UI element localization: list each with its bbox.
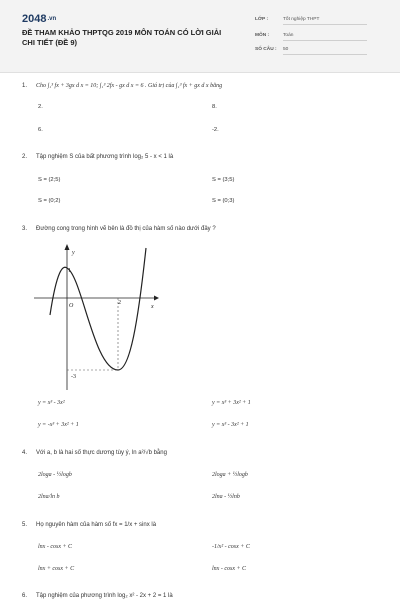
option-a[interactable]: 2loga - ½logb (38, 472, 72, 478)
option-a[interactable]: y = x³ - 3x² (38, 400, 65, 406)
meta-subject: MÔN : Toán (255, 33, 367, 41)
question-1: 1. Cho ∫₁³ fx + 3gx d x = 10; ∫₁³ 2fx - gx d x = 6 . Giá trị của ∫₁³ fx + gx d x bằng (22, 83, 223, 89)
site-logo[interactable]: 2048.vn (22, 13, 57, 25)
origin-label: O (69, 303, 74, 309)
option-c[interactable]: lnx + cosx + C (38, 566, 75, 572)
y-tick-1: 1 (68, 268, 71, 274)
option-c[interactable]: 6. (38, 127, 43, 133)
question-6: 6. Tập nghiệm của phương trình log₂ x² - 2x + 2 = 1 là (22, 593, 173, 599)
option-c[interactable]: y = -x³ + 3x² + 1 (38, 422, 79, 428)
option-b[interactable]: S = (3;5) (212, 177, 235, 183)
x-axis-label: x (151, 304, 154, 310)
option-d[interactable]: 2lna - ½lnb (212, 494, 240, 500)
option-b[interactable]: 2loga + ½logb (212, 472, 248, 478)
question-3: 3. Đường cong trong hình vẽ bên là đồ thị của hàm số nào dưới đây ? (22, 226, 216, 232)
logo-suffix: .vn (47, 16, 57, 23)
question-text: Họ nguyên hàm của hàm số fx = 1/x + sinx là (36, 522, 157, 528)
x-tick-2: 2 (118, 300, 121, 306)
cubic-curve (50, 248, 146, 370)
option-d[interactable]: S = (0;3) (212, 198, 235, 204)
option-c[interactable]: 2lna/ln b (38, 494, 60, 500)
option-c[interactable]: S = (0;2) (38, 198, 61, 204)
question-text: Tập nghiệm của phương trình log₂ x² - 2x + 2 = 1 là (36, 593, 173, 599)
question-2: 2. Tập nghiệm S của bất phương trình log₂ 5 - x < 1 là (22, 154, 174, 160)
option-b[interactable]: -1/x² - cosx + C (212, 544, 250, 550)
question-4: 4. Với a, b là hai số thực dương tùy ý, ln a²/√b bằng (22, 450, 167, 456)
y-axis-arrow (65, 244, 70, 250)
y-axis-label: y (72, 250, 75, 256)
question-5: 5. Họ nguyên hàm của hàm số fx = 1/x + sinx là (22, 522, 157, 528)
meta-question-count: SỐ CÂU : 50 (255, 47, 367, 55)
function-graph (30, 242, 162, 392)
document-header (0, 0, 400, 73)
document-title: ĐỀ THAM KHẢO THPTQG 2019 MÔN TOÁN CÓ LỜI GIẢI CHI TIẾT (ĐỀ 9) (22, 28, 222, 47)
question-text: Với a, b là hai số thực dương tùy ý, ln a²/√b bằng (36, 450, 167, 456)
question-text: Cho ∫₁³ fx + 3gx d x = 10; ∫₁³ 2fx - gx d x = 6 . Giá trị của ∫₁³ fx + gx d x bằng (36, 83, 223, 89)
y-tick-minus-3: -3 (71, 374, 76, 380)
option-d[interactable]: lnx - cosx + C (212, 566, 247, 572)
option-a[interactable]: S = (2;5) (38, 177, 61, 183)
option-d[interactable]: -2. (212, 127, 219, 133)
option-b[interactable]: y = x³ + 3x² + 1 (212, 400, 251, 406)
question-text: Đường cong trong hình vẽ bên là đồ thị của hàm số nào dưới đây ? (36, 226, 216, 232)
x-axis-arrow (154, 296, 159, 301)
option-d[interactable]: y = x³ - 3x² + 1 (212, 422, 249, 428)
meta-class: LỚP : Tốt nghiệp THPT (255, 17, 367, 25)
question-text: Tập nghiệm S của bất phương trình log₂ 5 - x < 1 là (36, 154, 174, 160)
option-a[interactable]: 2. (38, 104, 43, 110)
option-a[interactable]: lnx - cosx + C (38, 544, 73, 550)
option-b[interactable]: 8. (212, 104, 217, 110)
